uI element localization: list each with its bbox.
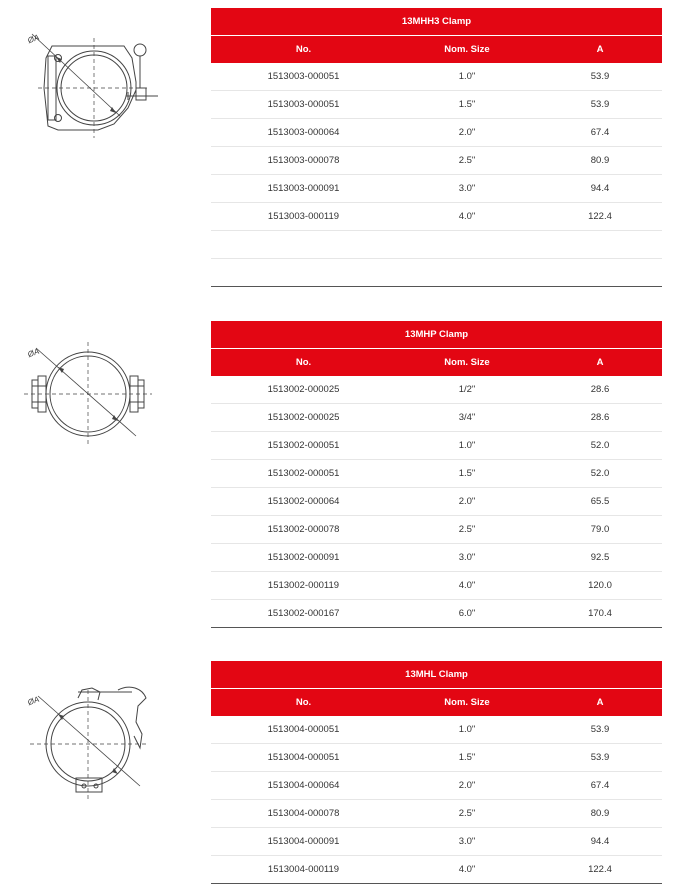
table-row — [211, 404, 662, 432]
table-row — [211, 460, 662, 488]
column-header-a: A — [596, 44, 604, 55]
column-header-nom-size: Nom. Size — [444, 44, 490, 55]
cell-nom-size: 1.5" — [458, 752, 476, 763]
table-row — [211, 119, 662, 147]
column-header-nom-size: Nom. Size — [444, 697, 490, 708]
cell-a: 67.4 — [590, 780, 610, 791]
cell-nom-size: 4.0" — [458, 864, 476, 875]
cell-a: 170.4 — [588, 608, 612, 619]
cell-no: 1513004-000091 — [267, 836, 340, 847]
cell-no: 1513003-000091 — [267, 183, 340, 194]
cell-a: 28.6 — [590, 412, 610, 423]
cell-nom-size: 2.0" — [458, 780, 476, 791]
cell-a: 120.0 — [588, 580, 612, 591]
cell-nom-size: 2.0" — [458, 496, 476, 507]
cell-no: 1513002-000025 — [267, 384, 340, 395]
cell-a: 80.9 — [590, 155, 610, 166]
cell-a: 79.0 — [590, 524, 610, 535]
table-row — [211, 828, 662, 856]
dimension-label: ØA — [26, 346, 41, 360]
table-row — [211, 744, 662, 772]
cell-nom-size: 3.0" — [458, 552, 476, 563]
dimension-label: ØA — [26, 694, 41, 708]
cell-a: 52.0 — [590, 468, 610, 479]
cell-no: 1513003-000051 — [267, 71, 340, 82]
cell-a: 67.4 — [590, 127, 610, 138]
table-row — [211, 91, 662, 119]
cell-nom-size: 3.0" — [458, 183, 476, 194]
cell-no: 1513004-000051 — [267, 724, 340, 735]
cell-no: 1513004-000064 — [267, 780, 340, 791]
cell-nom-size: 1.5" — [458, 99, 476, 110]
cell-a: 122.4 — [588, 864, 612, 875]
cell-no: 1513003-000051 — [267, 99, 340, 110]
table-row — [211, 716, 662, 744]
cell-nom-size: 6.0" — [458, 608, 476, 619]
cell-a: 80.9 — [590, 808, 610, 819]
cell-no: 1513003-000064 — [267, 127, 340, 138]
cell-nom-size: 3/4" — [458, 412, 476, 423]
cell-no: 1513002-000091 — [267, 552, 340, 563]
table-row — [211, 572, 662, 600]
clamp-13mhh3-drawing — [18, 28, 168, 148]
cell-no: 1513002-000025 — [267, 412, 340, 423]
table-row — [211, 147, 662, 175]
table-header-row — [211, 689, 662, 716]
column-header-a: A — [596, 697, 604, 708]
table-row — [211, 856, 662, 884]
cell-nom-size: 2.5" — [458, 155, 476, 166]
table-row — [211, 175, 662, 203]
cell-nom-size: 4.0" — [458, 211, 476, 222]
table-13mhh3 — [211, 8, 662, 287]
cell-no: 1513002-000167 — [267, 608, 340, 619]
column-header-no: No. — [295, 44, 312, 55]
table-row — [211, 203, 662, 231]
table-header-row — [211, 349, 662, 376]
column-header-no: No. — [295, 357, 312, 368]
cell-no: 1513002-000064 — [267, 496, 340, 507]
table-row — [211, 600, 662, 628]
cell-no: 1513004-000078 — [267, 808, 340, 819]
cell-no: 1513004-000119 — [267, 864, 340, 875]
cell-a: 53.9 — [590, 99, 610, 110]
cell-a: 28.6 — [590, 384, 610, 395]
cell-nom-size: 1.0" — [458, 724, 476, 735]
table-13mhp — [211, 321, 662, 628]
cell-nom-size: 1.5" — [458, 468, 476, 479]
table-header-row — [211, 36, 662, 63]
clamp-13mhp-drawing — [18, 336, 158, 446]
cell-a: 53.9 — [590, 71, 610, 82]
cell-no: 1513002-000051 — [267, 468, 340, 479]
cell-nom-size: 1.0" — [458, 440, 476, 451]
cell-a: 65.5 — [590, 496, 610, 507]
table-row — [211, 800, 662, 828]
table-row — [211, 544, 662, 572]
cell-no: 1513002-000119 — [267, 580, 340, 591]
table-row-empty — [211, 259, 662, 287]
cell-nom-size: 1/2" — [458, 384, 476, 395]
column-header-nom-size: Nom. Size — [444, 357, 490, 368]
cell-nom-size: 2.5" — [458, 524, 476, 535]
cell-nom-size: 3.0" — [458, 836, 476, 847]
cell-a: 94.4 — [590, 836, 610, 847]
cell-a: 52.0 — [590, 440, 610, 451]
table-row — [211, 488, 662, 516]
table-row — [211, 772, 662, 800]
cell-no: 1513002-000051 — [267, 440, 340, 451]
table-row — [211, 376, 662, 404]
table-title: 13MHH3 Clamp — [211, 8, 662, 36]
table-row — [211, 63, 662, 91]
cell-a: 53.9 — [590, 724, 610, 735]
table-row-empty — [211, 231, 662, 259]
cell-no: 1513004-000051 — [267, 752, 340, 763]
cell-a: 53.9 — [590, 752, 610, 763]
table-13mhl — [211, 661, 662, 884]
cell-nom-size: 2.5" — [458, 808, 476, 819]
cell-nom-size: 2.0" — [458, 127, 476, 138]
cell-no: 1513002-000078 — [267, 524, 340, 535]
cell-a: 92.5 — [590, 552, 610, 563]
cell-nom-size: 4.0" — [458, 580, 476, 591]
cell-no: 1513003-000119 — [267, 211, 340, 222]
dimension-label: ØA — [26, 32, 41, 46]
cell-a: 122.4 — [588, 211, 612, 222]
cell-no: 1513003-000078 — [267, 155, 340, 166]
column-header-no: No. — [295, 697, 312, 708]
column-header-a: A — [596, 357, 604, 368]
table-title: 13MHL Clamp — [211, 661, 662, 689]
table-title: 13MHP Clamp — [211, 321, 662, 349]
table-row — [211, 516, 662, 544]
cell-nom-size: 1.0" — [458, 71, 476, 82]
cell-a: 94.4 — [590, 183, 610, 194]
table-row — [211, 432, 662, 460]
clamp-13mhl-drawing — [18, 676, 168, 806]
